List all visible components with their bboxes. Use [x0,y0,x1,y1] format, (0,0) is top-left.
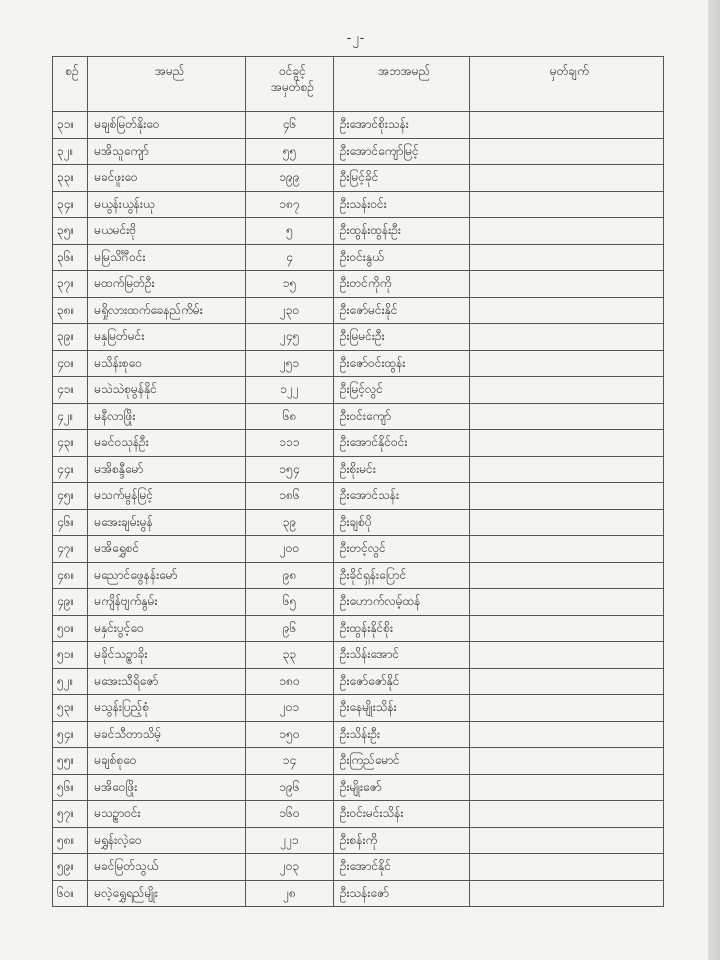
cell-name: မရွှန်းလဲ့ဝေ [88,827,246,854]
table-header-row [53,57,664,112]
header-admission-no [246,57,334,112]
cell-father-name: ဦးအောင်စိုးသန်း [333,112,469,139]
cell-remark [469,244,663,271]
cell-name: မယမင်းဗို [88,218,246,245]
table-row [53,271,664,298]
cell-admission-no: ၂၃၀ [246,297,334,324]
cell-remark [469,377,663,404]
cell-no: ၄၂။ [53,403,88,430]
table-row [53,191,664,218]
table-row [53,668,664,695]
cell-father-name: ဦးသိန်းဦး [333,721,469,748]
cell-remark [469,297,663,324]
table-row [53,112,664,139]
cell-no: ၅၃။ [53,695,88,722]
cell-no: ၄၈။ [53,562,88,589]
cell-remark [469,589,663,616]
table-row [53,297,664,324]
cell-remark [469,430,663,457]
cell-father-name: ဦးချစ်ပို [333,509,469,536]
cell-father-name: ဦးအောင်နိုင်ဝင်း [333,430,469,457]
cell-admission-no: ၁၉၉ [246,165,334,192]
cell-name: မအိစန္ဒီမော် [88,456,246,483]
cell-father-name: ဦးဝင်းမင်းသိန်း [333,801,469,828]
cell-name: မမြသိင်္ဂီဝင်း [88,244,246,271]
cell-no: ၄၅။ [53,483,88,510]
cell-admission-no: ၅၅ [246,138,334,165]
table-row [53,165,664,192]
student-list-table [52,56,664,907]
cell-name: မအိသူကျော် [88,138,246,165]
cell-admission-no: ၁၂၂ [246,377,334,404]
cell-name: မသက်မွန်မြင့် [88,483,246,510]
cell-admission-no: ၁၆၀ [246,801,334,828]
cell-name: မအေးချမ်းမွန် [88,509,246,536]
table-row [53,827,664,854]
cell-remark [469,509,663,536]
page-number: -၂- [346,31,366,46]
cell-remark [469,774,663,801]
cell-admission-no: ၁၈၀ [246,668,334,695]
table-row [53,509,664,536]
cell-admission-no: ၅ [246,218,334,245]
table-row [53,218,664,245]
table-row [53,642,664,669]
cell-remark [469,642,663,669]
cell-name: မရှိုလားထက်ခေနည်ကိမ်း [88,297,246,324]
cell-no: ၃၇။ [53,271,88,298]
cell-name: မထက်မြတ်ဦး [88,271,246,298]
cell-name: မလဲ့ရွှေရည်မျိုး [88,880,246,907]
cell-remark [469,615,663,642]
table-row [53,456,664,483]
cell-remark [469,668,663,695]
cell-no: ၃၅။ [53,218,88,245]
cell-remark [469,112,663,139]
cell-no: ၆၀။ [53,880,88,907]
table-row [53,403,664,430]
cell-admission-no: ၉၈ [246,562,334,589]
cell-remark [469,350,663,377]
table-row [53,695,664,722]
cell-remark [469,138,663,165]
table-row [53,854,664,881]
cell-admission-no: ၁၅၄ [246,456,334,483]
cell-no: ၃၉။ [53,324,88,351]
cell-name: မခင်ဝသုန်ဦး [88,430,246,457]
cell-no: ၄၁။ [53,377,88,404]
cell-remark [469,218,663,245]
cell-name: မသိန်းစုဝေ [88,350,246,377]
cell-name: မအိဝေဖြိုး [88,774,246,801]
cell-remark [469,271,663,298]
cell-no: ၄၉။ [53,589,88,616]
cell-father-name: ဦးတင်ကိုကို [333,271,469,298]
cell-no: ၄၇။ [53,536,88,563]
cell-admission-no: ၄ [246,244,334,271]
cell-admission-no: ၂၀၃ [246,854,334,881]
cell-no: ၅၆။ [53,774,88,801]
cell-name: မအေးသီရိဇော် [88,668,246,695]
table-row [53,138,664,165]
cell-admission-no: ၁၅၀ [246,721,334,748]
cell-father-name: ဦးနေမျိုးသိန်း [333,695,469,722]
cell-name: မခင်သီတာသိမ့် [88,721,246,748]
table-row [53,350,664,377]
table-row [53,880,664,907]
cell-name: မသွန်းပြည့်စုံ [88,695,246,722]
cell-name: မသဥ္စာဝင်း [88,801,246,828]
cell-no: ၅၂။ [53,668,88,695]
cell-remark [469,801,663,828]
table-row [53,721,664,748]
table-row [53,774,664,801]
cell-remark [469,191,663,218]
cell-father-name: ဦးထွန်းထွန်းဦး [333,218,469,245]
cell-remark [469,536,663,563]
cell-remark [469,456,663,483]
cell-name: မယွန်းယွန်းယု [88,191,246,218]
cell-no: ၅၀။ [53,615,88,642]
table-row [53,801,664,828]
cell-father-name: ဦးဝင်းနွယ် [333,244,469,271]
cell-father-name: ဦးခိုင်ရှန်းပြောင် [333,562,469,589]
cell-father-name: ဦးသန်းဝင်း [333,191,469,218]
cell-remark [469,827,663,854]
cell-father-name: ဦးအောင်သန်း [333,483,469,510]
table-row [53,377,664,404]
cell-father-name: ဦးသိန်းအောင် [333,642,469,669]
header-name: အမည် [88,57,246,112]
cell-father-name: ဦးကြည်မောင် [333,748,469,775]
cell-no: ၄၄။ [53,456,88,483]
cell-remark [469,562,663,589]
cell-no: ၃၁။ [53,112,88,139]
cell-admission-no: ၁၄ [246,748,334,775]
cell-admission-no: ၆၅ [246,589,334,616]
cell-name: မခင်မြတ်သွယ် [88,854,246,881]
cell-admission-no: ၁၈၆ [246,483,334,510]
header-remark: မှတ်ချက် [469,57,663,112]
cell-father-name: ဦးမျိုးဇော် [333,774,469,801]
cell-father-name: ဦးမြင့်ခိုင် [333,165,469,192]
cell-remark [469,721,663,748]
header-father-name: အဘအမည် [333,57,469,112]
cell-name: မနီလာဖြိုး [88,403,246,430]
cell-name: မချစ်စုဝေ [88,748,246,775]
cell-no: ၅၉။ [53,854,88,881]
cell-no: ၅၄။ [53,721,88,748]
table-row [53,589,664,616]
cell-name: မချစ်မြတ်နိုးဝေ [88,112,246,139]
header-admission-line1: ဝင်ခွင့် [279,64,306,78]
cell-admission-no: ၉၆ [246,615,334,642]
cell-father-name: ဦးအောင်ကျော်မြင့် [333,138,469,165]
cell-no: ၅၅။ [53,748,88,775]
table-row [53,562,664,589]
cell-remark [469,483,663,510]
table-row [53,430,664,457]
cell-father-name: ဦးဇော်ဇော်နိုင် [333,668,469,695]
table-row [53,483,664,510]
cell-name: မခင်ဖူးဝေ [88,165,246,192]
cell-name: မညောင်ဖွေနန်းမော် [88,562,246,589]
cell-father-name: ဦးဝင်းကျော် [333,403,469,430]
cell-father-name: ဦးဇော်မင်းနိုင် [333,297,469,324]
cell-father-name: ဦးမြမင်းဦး [333,324,469,351]
table-row [53,244,664,271]
cell-father-name: ဦးဟောက်လမ့်ထန် [333,589,469,616]
cell-no: ၄၀။ [53,350,88,377]
cell-father-name: ဦးတင့်လွင် [333,536,469,563]
cell-father-name: ဦးအောင်နိုင် [333,854,469,881]
cell-name: မခိုင်သဥ္စာခိုး [88,642,246,669]
table-row [53,536,664,563]
cell-admission-no: ၄၆ [246,112,334,139]
cell-admission-no: ၁၁၁ [246,430,334,457]
cell-no: ၅၈။ [53,827,88,854]
cell-admission-no: ၂၂၁ [246,827,334,854]
cell-remark [469,165,663,192]
cell-no: ၃၄။ [53,191,88,218]
cell-father-name: ဦးမြင့်လွင် [333,377,469,404]
cell-remark [469,695,663,722]
page-edge-shadow [708,0,720,960]
cell-name: မနှင်းပွင့်ဝေ [88,615,246,642]
cell-admission-no: ၂၄၅ [246,324,334,351]
cell-remark [469,854,663,881]
cell-admission-no: ၂၈ [246,880,334,907]
table-row [53,748,664,775]
cell-no: ၃၈။ [53,297,88,324]
cell-father-name: ဦးစန်းကို [333,827,469,854]
cell-no: ၃၂။ [53,138,88,165]
cell-father-name: ဦးထွန်းနိုင်စိုး [333,615,469,642]
cell-admission-no: ၁၅ [246,271,334,298]
cell-admission-no: ၂၅၁ [246,350,334,377]
cell-remark [469,748,663,775]
cell-remark [469,403,663,430]
cell-no: ၅၁။ [53,642,88,669]
cell-admission-no: ၂၀၁ [246,695,334,722]
cell-name: မကျိန်ဗျက်နွမ်း [88,589,246,616]
header-no: စဉ် [53,57,88,112]
cell-no: ၃၃။ [53,165,88,192]
cell-father-name: ဦးဇော်ဝင်းထွန်း [333,350,469,377]
cell-remark [469,324,663,351]
cell-no: ၅၇။ [53,801,88,828]
cell-name: မအိရွှေစင် [88,536,246,563]
cell-remark [469,880,663,907]
cell-no: ၄၃။ [53,430,88,457]
cell-father-name: ဦးသန်းဇော် [333,880,469,907]
cell-admission-no: ၁၉၆ [246,774,334,801]
cell-admission-no: ၂၀၀ [246,536,334,563]
header-admission-line2: အမှတ်စဉ် [271,80,315,94]
cell-no: ၃၆။ [53,244,88,271]
cell-admission-no: ၁၈၇ [246,191,334,218]
table-row [53,615,664,642]
cell-name: မနှမြတ်မင်း [88,324,246,351]
table-row [53,324,664,351]
cell-admission-no: ၆၈ [246,403,334,430]
cell-father-name: ဦးစိုးမင်း [333,456,469,483]
cell-name: မသဲသဲစုမွန်နိုင် [88,377,246,404]
cell-admission-no: ၃၃ [246,642,334,669]
cell-no: ၄၆။ [53,509,88,536]
cell-admission-no: ၃၉ [246,509,334,536]
